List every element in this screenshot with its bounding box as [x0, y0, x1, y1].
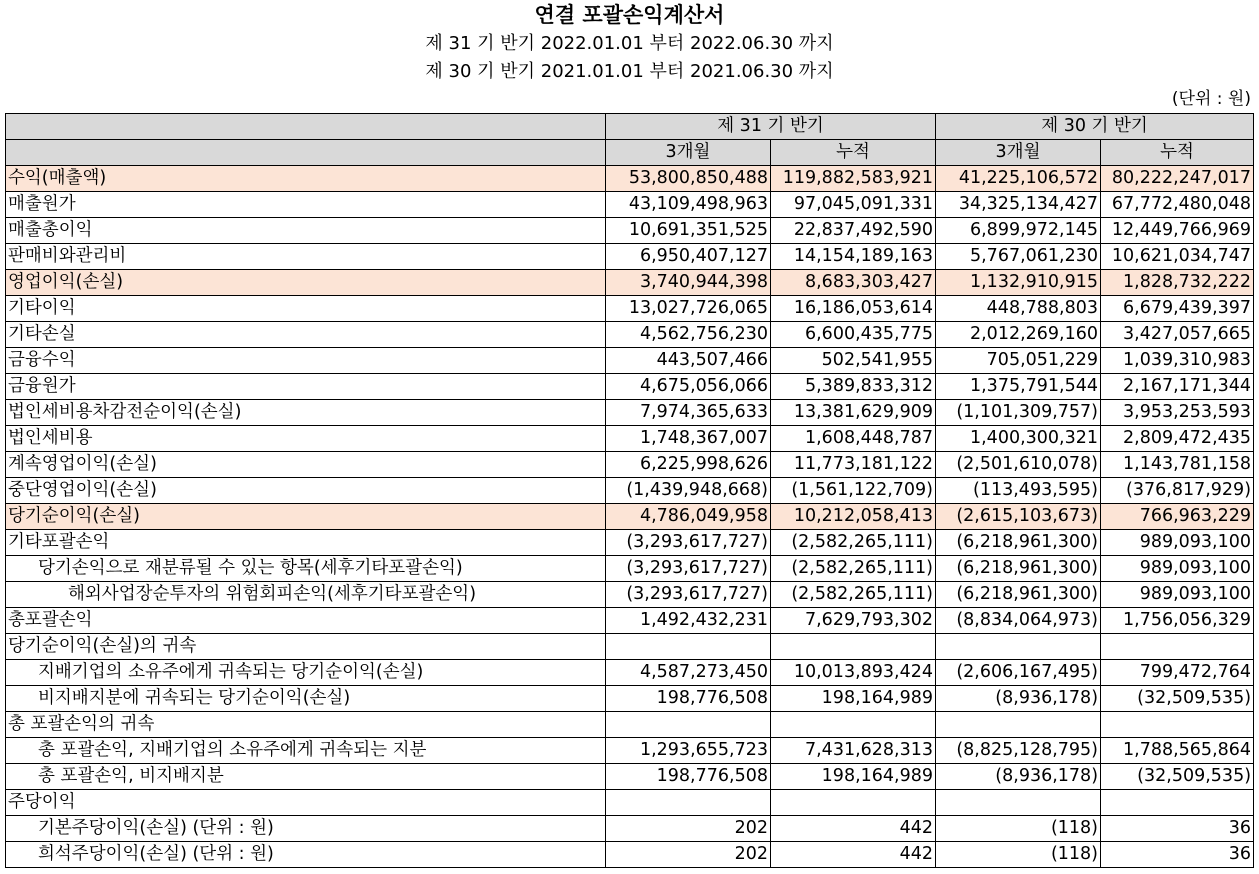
row-label: 기타손실	[6, 322, 606, 348]
table-row	[6, 686, 1254, 712]
table-row	[6, 608, 1254, 634]
value-prior-cumulative: (32,509,535)	[1101, 686, 1254, 712]
row-label: 금융원가	[6, 374, 606, 400]
table-row	[6, 426, 1254, 452]
value-current-3m: 53,800,850,488	[606, 166, 771, 192]
value-prior-cumulative: 6,679,439,397	[1101, 296, 1254, 322]
value-current-3m: (3,293,617,727)	[606, 556, 771, 582]
value-current-3m: (1,439,948,668)	[606, 478, 771, 504]
value-current-cumulative	[771, 790, 936, 816]
table-row	[6, 400, 1254, 426]
value-prior-3m: (2,501,610,078)	[936, 452, 1101, 478]
table-row	[6, 790, 1254, 816]
value-prior-cumulative: 36	[1101, 842, 1254, 868]
value-current-cumulative: 10,212,058,413	[771, 504, 936, 530]
value-current-cumulative: 97,045,091,331	[771, 192, 936, 218]
value-current-3m: 13,027,726,065	[606, 296, 771, 322]
value-current-3m: 4,675,056,066	[606, 374, 771, 400]
table-row	[6, 842, 1254, 868]
value-prior-cumulative: 1,788,565,864	[1101, 738, 1254, 764]
value-prior-3m: (6,218,961,300)	[936, 582, 1101, 608]
value-current-3m: 7,974,365,633	[606, 400, 771, 426]
table-row	[6, 218, 1254, 244]
row-label: 기타포괄손익	[6, 530, 606, 556]
value-current-3m: 10,691,351,525	[606, 218, 771, 244]
value-prior-cumulative	[1101, 712, 1254, 738]
value-current-3m: 3,740,944,398	[606, 270, 771, 296]
value-current-3m: (3,293,617,727)	[606, 582, 771, 608]
table-row	[6, 530, 1254, 556]
value-prior-cumulative: 989,093,100	[1101, 530, 1254, 556]
row-label: 지배기업의 소유주에게 귀속되는 당기순이익(손실)	[6, 660, 606, 686]
value-prior-3m: 1,400,300,321	[936, 426, 1101, 452]
value-prior-cumulative: 36	[1101, 816, 1254, 842]
value-prior-cumulative: 989,093,100	[1101, 582, 1254, 608]
value-current-3m	[606, 712, 771, 738]
table-row	[6, 582, 1254, 608]
row-label: 총포괄손익	[6, 608, 606, 634]
row-label: 총 포괄손익의 귀속	[6, 712, 606, 738]
header-prior-3m: 3개월	[936, 140, 1101, 166]
table-row	[6, 296, 1254, 322]
value-prior-cumulative: 2,167,171,344	[1101, 374, 1254, 400]
table-row	[6, 244, 1254, 270]
value-current-3m: 43,109,498,963	[606, 192, 771, 218]
value-prior-cumulative: 3,953,253,593	[1101, 400, 1254, 426]
row-label: 계속영업이익(손실)	[6, 452, 606, 478]
row-label: 총 포괄손익, 비지배지분	[6, 764, 606, 790]
table-row	[6, 504, 1254, 530]
value-prior-cumulative: 766,963,229	[1101, 504, 1254, 530]
value-current-cumulative: 198,164,989	[771, 764, 936, 790]
value-current-cumulative: 14,154,189,163	[771, 244, 936, 270]
table-row	[6, 478, 1254, 504]
value-current-cumulative: 11,773,181,122	[771, 452, 936, 478]
value-prior-3m	[936, 790, 1101, 816]
header-row-columns	[6, 140, 1254, 166]
table-row	[6, 712, 1254, 738]
value-prior-cumulative: 989,093,100	[1101, 556, 1254, 582]
value-current-3m: 198,776,508	[606, 764, 771, 790]
table-row	[6, 166, 1254, 192]
document-title: 연결 포괄손익계산서	[534, 3, 725, 27]
row-label: 주당이익	[6, 790, 606, 816]
value-current-3m	[606, 634, 771, 660]
row-label: 매출원가	[6, 192, 606, 218]
value-prior-cumulative	[1101, 634, 1254, 660]
value-prior-3m	[936, 712, 1101, 738]
value-prior-cumulative: 2,809,472,435	[1101, 426, 1254, 452]
value-prior-3m: (1,101,309,757)	[936, 400, 1101, 426]
value-current-cumulative: (2,582,265,111)	[771, 556, 936, 582]
value-prior-3m: 6,899,972,145	[936, 218, 1101, 244]
value-prior-3m: (118)	[936, 816, 1101, 842]
value-prior-cumulative: 1,143,781,158	[1101, 452, 1254, 478]
value-current-cumulative: 7,629,793,302	[771, 608, 936, 634]
row-label: 당기순이익(손실)의 귀속	[6, 634, 606, 660]
value-prior-cumulative: 67,772,480,048	[1101, 192, 1254, 218]
value-current-3m: 202	[606, 842, 771, 868]
value-current-3m: 6,225,998,626	[606, 452, 771, 478]
value-prior-3m: 41,225,106,572	[936, 166, 1101, 192]
value-current-cumulative: 6,600,435,775	[771, 322, 936, 348]
value-current-3m	[606, 790, 771, 816]
row-label: 기타이익	[6, 296, 606, 322]
value-prior-cumulative: (32,509,535)	[1101, 764, 1254, 790]
row-label: 해외사업장순투자의 위험회피손익(세후기타포괄손익)	[6, 582, 606, 608]
table-row	[6, 738, 1254, 764]
table-row	[6, 452, 1254, 478]
row-label: 비지배지분에 귀속되는 당기순이익(손실)	[6, 686, 606, 712]
value-prior-3m: (8,936,178)	[936, 686, 1101, 712]
row-label: 중단영업이익(손실)	[6, 478, 606, 504]
value-prior-cumulative: 799,472,764	[1101, 660, 1254, 686]
value-current-3m: 4,587,273,450	[606, 660, 771, 686]
value-prior-3m: (6,218,961,300)	[936, 530, 1101, 556]
value-prior-cumulative	[1101, 790, 1254, 816]
value-prior-3m: (2,615,103,673)	[936, 504, 1101, 530]
value-current-3m: 4,786,049,958	[606, 504, 771, 530]
value-current-cumulative: (2,582,265,111)	[771, 582, 936, 608]
value-prior-3m: 5,767,061,230	[936, 244, 1101, 270]
row-label: 금융수익	[6, 348, 606, 374]
value-prior-3m: 34,325,134,427	[936, 192, 1101, 218]
header-current-cumulative: 누적	[771, 140, 936, 166]
value-current-3m: 1,748,367,007	[606, 426, 771, 452]
value-prior-cumulative: 10,621,034,747	[1101, 244, 1254, 270]
value-prior-cumulative: 1,756,056,329	[1101, 608, 1254, 634]
value-current-cumulative: 16,186,053,614	[771, 296, 936, 322]
row-label: 수익(매출액)	[6, 166, 606, 192]
value-prior-3m: 705,051,229	[936, 348, 1101, 374]
value-prior-3m: (118)	[936, 842, 1101, 868]
row-label: 기본주당이익(손실) (단위 : 원)	[6, 816, 606, 842]
table-row	[6, 634, 1254, 660]
value-current-cumulative: 119,882,583,921	[771, 166, 936, 192]
value-current-3m: 1,293,655,723	[606, 738, 771, 764]
value-prior-cumulative: 1,828,732,222	[1101, 270, 1254, 296]
row-label: 법인세비용	[6, 426, 606, 452]
table-row	[6, 192, 1254, 218]
row-label: 희석주당이익(손실) (단위 : 원)	[6, 842, 606, 868]
table-row	[6, 348, 1254, 374]
value-current-cumulative: 22,837,492,590	[771, 218, 936, 244]
value-current-cumulative: 442	[771, 842, 936, 868]
row-label: 매출총이익	[6, 218, 606, 244]
value-prior-cumulative: 1,039,310,983	[1101, 348, 1254, 374]
unit-label: (단위 : 원)	[1171, 89, 1251, 109]
current-period: 제 31 기 반기 2022.01.01 부터 2022.06.30 까지	[425, 33, 834, 54]
value-current-3m: 1,492,432,231	[606, 608, 771, 634]
value-prior-3m: (2,606,167,495)	[936, 660, 1101, 686]
income-statement-table	[5, 113, 1254, 868]
header-row-periods	[6, 114, 1254, 140]
value-current-3m: 6,950,407,127	[606, 244, 771, 270]
header-current-3m: 3개월	[606, 140, 771, 166]
row-label: 영업이익(손실)	[6, 270, 606, 296]
value-current-cumulative	[771, 712, 936, 738]
table-row	[6, 322, 1254, 348]
value-current-3m: 4,562,756,230	[606, 322, 771, 348]
header-blank	[6, 140, 606, 166]
value-current-cumulative: 13,381,629,909	[771, 400, 936, 426]
value-prior-cumulative: 12,449,766,969	[1101, 218, 1254, 244]
value-current-cumulative	[771, 634, 936, 660]
row-label: 당기순이익(손실)	[6, 504, 606, 530]
value-prior-3m: (8,834,064,973)	[936, 608, 1101, 634]
table-row	[6, 816, 1254, 842]
table-row	[6, 556, 1254, 582]
value-prior-3m: (8,825,128,795)	[936, 738, 1101, 764]
table-row	[6, 270, 1254, 296]
value-current-cumulative: 442	[771, 816, 936, 842]
prior-period: 제 30 기 반기 2021.01.01 부터 2021.06.30 까지	[425, 61, 834, 82]
value-current-cumulative: 5,389,833,312	[771, 374, 936, 400]
value-prior-cumulative: (376,817,929)	[1101, 478, 1254, 504]
row-label: 판매비와관리비	[6, 244, 606, 270]
value-prior-3m: 1,132,910,915	[936, 270, 1101, 296]
value-prior-3m: 1,375,791,544	[936, 374, 1101, 400]
row-label: 총 포괄손익, 지배기업의 소유주에게 귀속되는 지분	[6, 738, 606, 764]
value-current-3m: (3,293,617,727)	[606, 530, 771, 556]
value-current-cumulative: 1,608,448,787	[771, 426, 936, 452]
table-row	[6, 764, 1254, 790]
value-current-cumulative: 8,683,303,427	[771, 270, 936, 296]
table-row	[6, 374, 1254, 400]
header-prior-period: 제 30 기 반기	[936, 114, 1254, 140]
table-row	[6, 660, 1254, 686]
value-current-cumulative: (2,582,265,111)	[771, 530, 936, 556]
value-prior-3m	[936, 634, 1101, 660]
header-blank	[6, 114, 606, 140]
value-prior-3m: 448,788,803	[936, 296, 1101, 322]
value-current-cumulative: 10,013,893,424	[771, 660, 936, 686]
header-current-period: 제 31 기 반기	[606, 114, 936, 140]
value-current-cumulative: 7,431,628,313	[771, 738, 936, 764]
value-prior-3m: (6,218,961,300)	[936, 556, 1101, 582]
header-prior-cumulative: 누적	[1101, 140, 1254, 166]
value-current-cumulative: 198,164,989	[771, 686, 936, 712]
value-current-3m: 202	[606, 816, 771, 842]
row-label: 법인세비용차감전순이익(손실)	[6, 400, 606, 426]
value-current-3m: 198,776,508	[606, 686, 771, 712]
row-label: 당기손익으로 재분류될 수 있는 항목(세후기타포괄손익)	[6, 556, 606, 582]
value-prior-cumulative: 3,427,057,665	[1101, 322, 1254, 348]
value-current-cumulative: 502,541,955	[771, 348, 936, 374]
value-prior-3m: (113,493,595)	[936, 478, 1101, 504]
value-current-cumulative: (1,561,122,709)	[771, 478, 936, 504]
value-current-3m: 443,507,466	[606, 348, 771, 374]
value-prior-3m: 2,012,269,160	[936, 322, 1101, 348]
value-prior-3m: (8,936,178)	[936, 764, 1101, 790]
value-prior-cumulative: 80,222,247,017	[1101, 166, 1254, 192]
